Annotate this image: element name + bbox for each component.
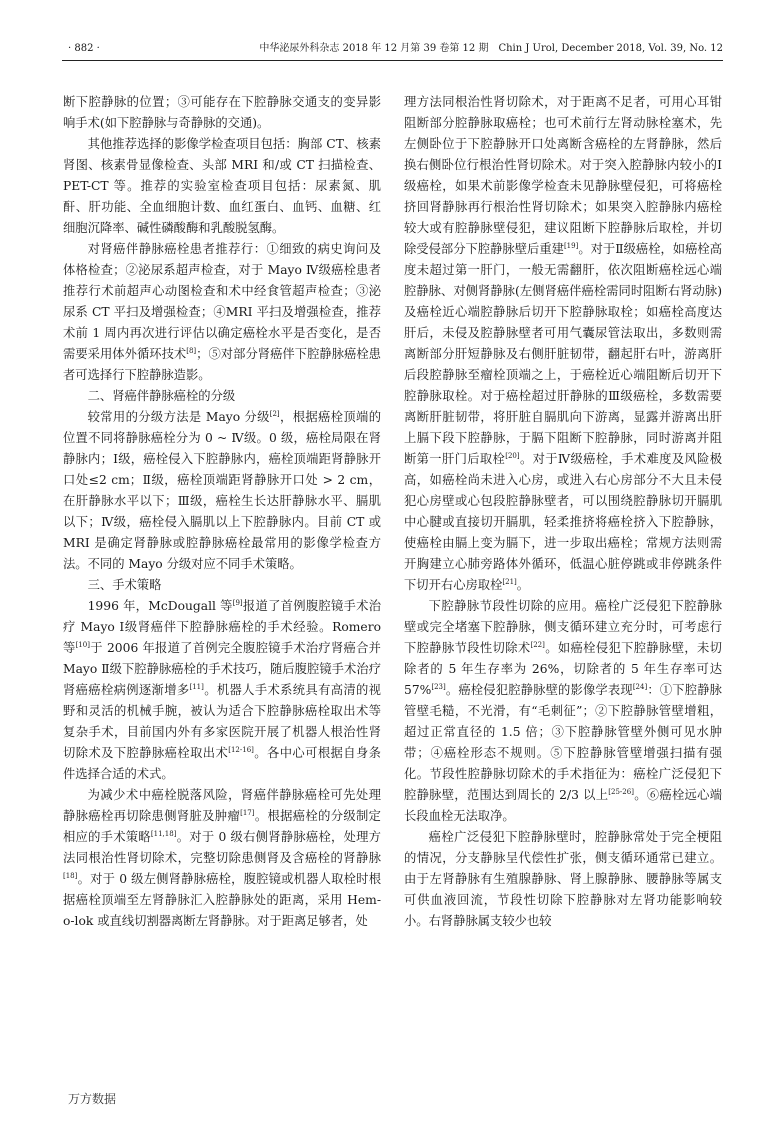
text-run: 。对于Ⅱ级癌栓，如癌栓高度未超过第一肝门，一般无需翻肝，依次阻断癌栓远心端腔静脉、对侧肾静脉(左侧肾癌伴癌栓需同时阻断右肾动脉)及癌栓近心端腔静脉后切开下腔静脉取栓；如癌栓高度达肝后，未侵及腔静脉壁者可用气囊尿管法取出，多数则需离断部分肝短静脉及右侧肝脏韧带，翻起肝右叶，游离肝后段腔静脉至瘤栓顶端之上，于癌栓近心端阻断后切开下腔静脉取栓。对于癌栓超过肝静脉的Ⅲ级癌栓，多数需要离断肝脏韧带，将肝脏自膈肌向下游离，显露并游离出肝上膈下段下腔静脉，于膈下阻断下腔静脉，同时游离并阻断第一肝门后取栓 (404, 242, 722, 466)
citation-ref: [22] (530, 640, 545, 649)
citation-ref: [8] (186, 346, 197, 355)
paragraph: 其他推荐选择的影像学检查项目包括：胸部 CT、核素肾图、核素骨显像检查、头部 MRI 和/或 CT 扫描检查、PET-CT 等。推荐的实验室检查项目包括：尿素氮、肌酐、肝功能、全血细胞计数、血红蛋白、血钙、血糖、红细胞沉降率、碱性磷酸酶和乳酸脱氢酶。 (63, 137, 381, 235)
section-heading: 三、手术策略 (87, 578, 162, 592)
text-run: 。对于 0 级左侧肾静脉癌栓，腹腔镜或机器人取栓时根据癌栓顶端至左肾静脉汇入腔静脉处的距离，采用 Hem-o-lok 或直线切割器离断左肾静脉。对于距离足够者，处 (63, 872, 381, 928)
citation-ref: [9] (232, 598, 243, 607)
text-run: 理方法同根治性肾切除术，对于距离不足者，可用心耳钳阻断部分腔静脉取癌栓；也可术前行左肾动脉栓塞术，先左侧卧位于下腔静脉开口处离断含癌栓的左肾静脉，然后换右侧卧位行根治性肾切除术。对于突入腔静脉内较小的Ⅰ级癌栓，如果术前影像学检查未见静脉壁侵犯，可将癌栓挤回肾静脉再行根治性肾切除术；如果突入腔静脉内癌栓较大或有腔静脉壁侵犯，建议阻断下腔静脉后取栓，并切除受侵部分下腔静脉壁后重建 (404, 95, 722, 256)
text-run: 。癌栓侵犯腔静脉壁的影像学表现 (445, 683, 633, 697)
citation-ref: [2] (269, 409, 280, 418)
right-column (404, 92, 722, 932)
text-run: 。根据癌栓的分级制定相应的手术策略 (63, 809, 381, 844)
text-run: 。机器人手术系统具有高清的视野和灵活的机械手腕，被认为适合下腔静脉癌栓取出术等复杂手术，目前国内外有多家医院开展了机器人根治性肾切除术及下腔静脉癌栓取出术 (63, 683, 381, 760)
paragraph (404, 596, 722, 827)
paragraph: 断下腔静脉的位置；③可能存在下腔静脉交通支的变异影响手术(如下腔静脉与奇静脉的交通)。 (63, 95, 381, 130)
citation-ref: [11,18] (150, 829, 177, 838)
page-number: · 882 · (68, 43, 100, 54)
citation-ref: [11] (189, 682, 204, 691)
citation-ref: [12-16] (228, 745, 254, 754)
text-run: 。如癌栓侵犯下腔静脉壁，未切除者的 5 年生存率为 26%，切除者的 5 年生存率可达 57% (404, 641, 722, 697)
section-heading: 二、肾癌伴静脉癌栓的分级 (87, 389, 236, 403)
text-run: 报道了首例腹腔镜手术治疗 Mayo Ⅰ级肾癌伴下腔静脉癌栓的手术经验。Romero 等 (63, 599, 381, 655)
citation-ref: [18] (63, 871, 78, 880)
text-run: 。对于Ⅳ级癌栓，手术难度及风险极高，如癌栓尚未进入心房，或进入右心房部分不大且未侵犯心房壁或心包段腔静脉壁者，可以围绕腔静脉切开膈肌中心腱或直接切开膈肌，轻柔推挤将癌栓挤入下腔静脉，使癌栓由膈上变为膈下，进一步取出癌栓；常规方法则需开胸建立心肺旁路体外循环，低温心脏停跳或非停跳条件下切开右心房取栓 (404, 452, 722, 592)
citation-ref: [24] (632, 682, 648, 691)
paragraph (63, 239, 381, 386)
citation-ref: [19] (563, 241, 579, 250)
text-run: 较常用的分级方法是 Mayo 分级 (87, 410, 270, 424)
citation-ref: [25-26] (608, 787, 634, 796)
paragraph (63, 785, 381, 932)
text-run: 于 2006 年报道了首例完全腹腔镜手术治疗肾癌合并 Mayo Ⅱ级下腔静脉癌栓的手术技巧，随后腹腔镜手术治疗肾癌癌栓病例逐渐增多 (63, 641, 381, 697)
left-column (63, 92, 381, 932)
text-run: ，根据癌栓顶端的位置不同将静脉癌栓分为 0 ~ Ⅳ级。0 级，癌栓局限在肾静脉内；Ⅰ级，癌栓侵入下腔静脉内，癌栓顶端距肾静脉开口处≤2 cm；Ⅱ级，癌栓顶端距肾静脉开口处 > 2 cm，在肝静脉水平以下；Ⅲ级，癌栓生长达肝静脉水平、膈肌以下；Ⅳ级，癌栓侵入膈肌以上下腔静脉内。目前 CT 或 MRI 是确定肾静脉或腔静脉癌栓最常用的影像学检查方法。不同的 Mayo 分级对应不同手术策略。 (63, 410, 381, 571)
text-run: 。⑥癌栓远心端长段血栓无法取净。 (404, 788, 722, 823)
text-run: 1996 年，McDougall 等 (87, 599, 233, 613)
citation-ref: [17] (240, 808, 255, 817)
text-run: ：①下腔静脉管壁毛糙，不光滑，有“毛刺征”；②下腔静脉管壁增粗，超过正常直径的 1.5 倍；③下腔静脉管壁外侧可见水肿带；④癌栓形态不规则。⑤下腔静脉管壁增强扫描有强化。节段性腔静脉切除术的手术指征为：癌栓广泛侵犯下腔静脉壁，范围达到周长的 2/3 以上 (404, 683, 722, 802)
paragraph (63, 407, 381, 575)
citation-ref: [20] (505, 451, 520, 460)
citation-ref: [10] (75, 640, 90, 649)
watermark: 万方数据 (68, 1092, 117, 1106)
paragraph: 癌栓广泛侵犯下腔静脉壁时，腔静脉常处于完全梗阻的情况，分支静脉呈代偿性扩张，侧支循环通常已建立。由于左肾静脉有生殖腺静脉、肾上腺静脉、腰静脉等属支可供血液回流，节段性切除下腔静脉对左肾功能影响较小。右肾静脉属支较少也较 (404, 830, 722, 928)
text-run: 为减少术中癌栓脱落风险，肾癌伴静脉癌栓可先处理静脉癌栓再切除患侧肾脏及肿瘤 (63, 788, 381, 823)
text-run: 。对于 0 级右侧肾静脉癌栓，处理方法同根治性肾切除术，完整切除患侧肾及含癌栓的肾静脉 (63, 830, 381, 865)
paragraph (404, 92, 722, 596)
journal-citation: 中华泌尿外科杂志 2018 年 12 月第 39 卷第 12 期 Chin J Urol, December 2018, Vol. 39, No. 12 (259, 43, 723, 54)
text-run: 。各中心可根据自身条件选择合适的术式。 (63, 746, 381, 781)
citation-ref: [21] (502, 577, 517, 586)
text-run: ；⑤对部分肾癌伴下腔静脉癌栓患者可选择行下腔静脉造影。 (63, 347, 381, 382)
text-run: 。 (516, 578, 530, 592)
page-header (62, 40, 723, 61)
paragraph (63, 596, 381, 785)
text-run: 下腔静脉节段性切除的应用。癌栓广泛侵犯下腔静脉壁或完全堵塞下腔静脉，侧支循环建立充分时，可考虑行下腔静脉节段性切除术 (404, 599, 722, 655)
citation-ref: [23] (431, 682, 446, 691)
text-run: 对肾癌伴静脉癌栓患者推荐行：①细致的病史询问及体格检查；②泌尿系超声检查，对于 Mayo Ⅳ级癌栓患者推荐行术前超声心动图检查和术中经食管超声检查；③泌尿系 CT 平扫及增强检查；④MRI 平扫及增强检查，推荐术前 1 周内再次进行评估以确定癌栓水平是否变化，是否需要采用体外循环技术 (63, 242, 381, 361)
